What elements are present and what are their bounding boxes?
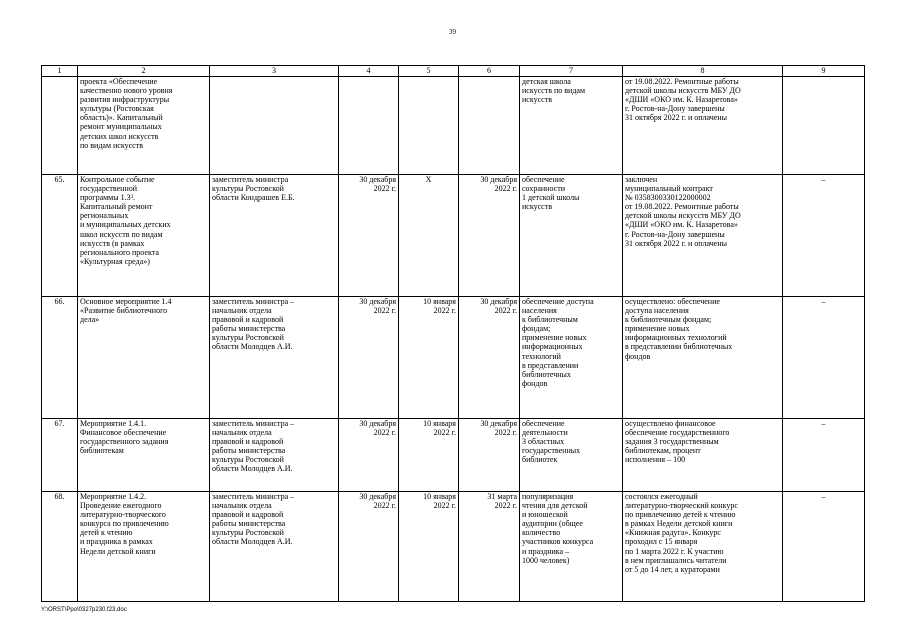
file-path-footer: Y:\ORST\Ppo\0327p230.f23.doc [41, 607, 127, 613]
responsible-person: заместитель министра культуры Ростовской области Кондрашев Е.Б. [210, 175, 339, 297]
actual-end-date: 30 декабря 2022 г. [459, 419, 520, 492]
responsible-person [210, 77, 339, 175]
event-name: Мероприятие 1.4.2. Проведение ежегодного литературно-творческого конкурса по привлечению детей к чтению и праздника в рамках Недели детской книги [78, 492, 210, 602]
actual-start-date: 10 января 2022 г. [399, 297, 459, 419]
note: – [783, 175, 865, 297]
actual-start-date [399, 77, 459, 175]
actual-result: осуществлено финансовое обеспечение государственного задания 3 государственным библиотекам, процент исполнения – 100 [623, 419, 783, 492]
event-name: проекта «Обеспечение качественно нового уровня развития инфраструктуры культуры (Ростовская область)». Капитальный ремонт муниципальных детских школ искусств по видам искусств [78, 77, 210, 175]
header-col-4: 4 [339, 66, 399, 77]
row-number [42, 77, 78, 175]
row-number: 67. [42, 419, 78, 492]
header-col-1: 1 [42, 66, 78, 77]
planned-result: обеспечение доступа населения к библиотечным фондам; применение новых информационных технологий в представлении библиотечных фондов [520, 297, 623, 419]
table-row [42, 77, 865, 175]
actual-result: состоялся ежегодный литературно-творческий конкурс по привлечению детей к чтению в рамках Недели детской книги «Книжная радуга». Конкурс проходил с 15 января по 1 марта 2022 г. К участию в нем приглашались читатели от 5 до 14 лет, а кураторами [623, 492, 783, 602]
planned-date: 30 декабря 2022 г. [339, 492, 399, 602]
table-row [42, 175, 865, 297]
planned-date: 30 декабря 2022 г. [339, 175, 399, 297]
header-col-7: 7 [520, 66, 623, 77]
header-col-9: 9 [783, 66, 865, 77]
actual-end-date: 30 декабря 2022 г. [459, 175, 520, 297]
responsible-person: заместитель министра – начальник отдела правовой и кадровой работы министерства культуры Ростовской области Молодцев А.И. [210, 492, 339, 602]
actual-end-date: 31 марта 2022 г. [459, 492, 520, 602]
header-col-8: 8 [623, 66, 783, 77]
header-col-5: 5 [399, 66, 459, 77]
actual-start-date: 10 января 2022 г. [399, 492, 459, 602]
page-number: 39 [449, 28, 456, 36]
event-name: Основное мероприятие 1.4 «Развитие библиотечного дела» [78, 297, 210, 419]
note: – [783, 297, 865, 419]
actual-result: осуществлено: обеспечение доступа населения к библиотечным фондам; применение новых информационных технологий в представлении библиотечных фондов [623, 297, 783, 419]
actual-result: заключен муниципальный контракт № 0358300330122000002 от 19.08.2022. Ремонтные работы детской школы искусств МБУ ДО «ДШИ «ОКО им. К. Назаретова» г. Ростов-на-Дону завершены 31 октября 2022 г. и оплачены [623, 175, 783, 297]
actual-start-date: 10 января 2022 г. [399, 419, 459, 492]
actual-start-date: Х [399, 175, 459, 297]
header-col-3: 3 [210, 66, 339, 77]
event-name: Мероприятие 1.4.1. Финансовое обеспечение государственного задания библиотекам [78, 419, 210, 492]
header-col-2: 2 [78, 66, 210, 77]
planned-result: обеспечение деятельности 3 областных государственных библиотек [520, 419, 623, 492]
table-row [42, 297, 865, 419]
header-row [42, 66, 865, 77]
responsible-person: заместитель министра – начальник отдела правовой и кадровой работы министерства культуры Ростовской области Молодцев А.И. [210, 297, 339, 419]
planned-result: детская школа искусств по видам искусств [520, 77, 623, 175]
responsible-person: заместитель министра – начальник отдела правовой и кадровой работы министерства культуры Ростовской области Молодцев А.И. [210, 419, 339, 492]
note: – [783, 492, 865, 602]
planned-result: популяризация чтения для детской и юношеской аудитории (общее количество участников конкурса и праздника – 1000 человек) [520, 492, 623, 602]
event-name: Контрольное событие государственной программы 1.3³. Капитальный ремонт региональных и муниципальных детских школ искусств по видам искусств (в рамках регионального проекта «Культурная среда») [78, 175, 210, 297]
header-col-6: 6 [459, 66, 520, 77]
planned-result: обеспечение сохранности 1 детской школы искусств [520, 175, 623, 297]
table-row [42, 492, 865, 602]
row-number: 66. [42, 297, 78, 419]
note: – [783, 419, 865, 492]
report-table [41, 65, 865, 602]
row-number: 68. [42, 492, 78, 602]
actual-end-date [459, 77, 520, 175]
row-number: 65. [42, 175, 78, 297]
note [783, 77, 865, 175]
planned-date: 30 декабря 2022 г. [339, 419, 399, 492]
planned-date [339, 77, 399, 175]
actual-result: от 19.08.2022. Ремонтные работы детской школы искусств МБУ ДО «ДШИ «ОКО им. К. Назаретова» г. Ростов-на-Дону завершены 31 октября 2022 г. и оплачены [623, 77, 783, 175]
planned-date: 30 декабря 2022 г. [339, 297, 399, 419]
table-row [42, 419, 865, 492]
actual-end-date: 30 декабря 2022 г. [459, 297, 520, 419]
